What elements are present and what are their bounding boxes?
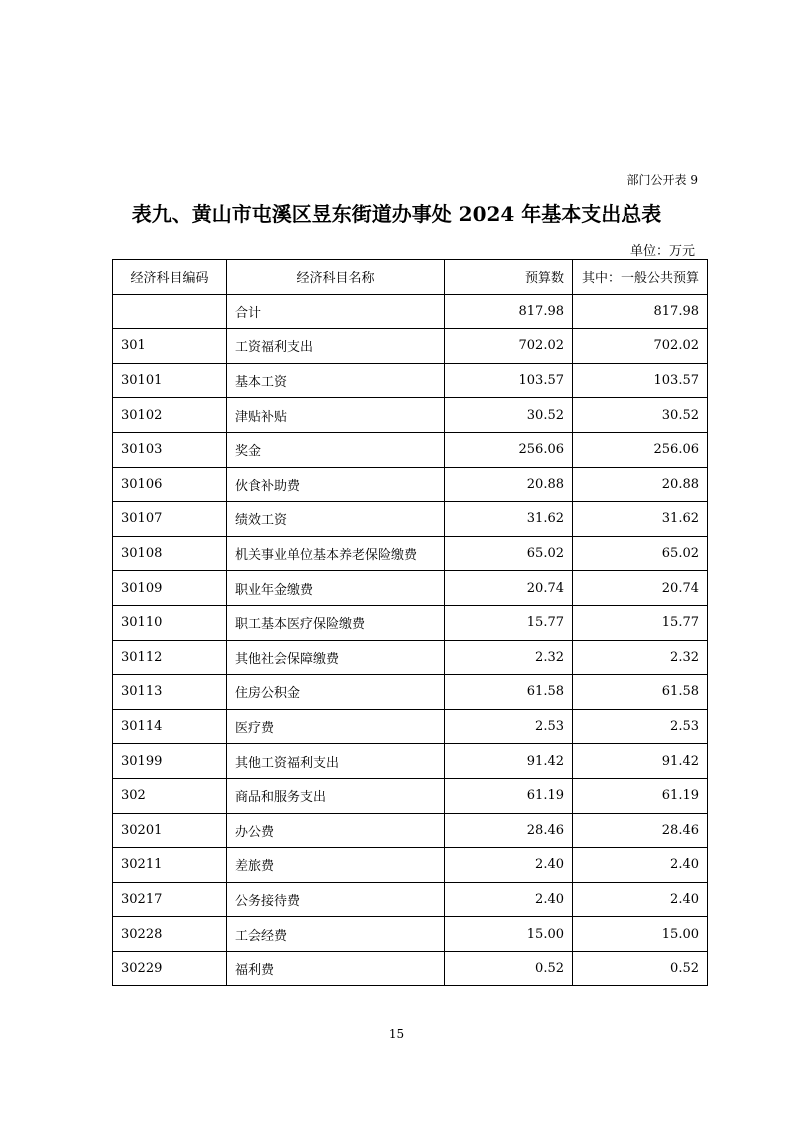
page-title: 表九、黄山市屯溪区昱东街道办事处 2024 年基本支出总表	[131, 202, 662, 226]
unit-label: 单位：万元	[629, 244, 695, 259]
general-budget-cell: 2.32	[573, 640, 708, 675]
general-budget-cell: 2.53	[573, 709, 708, 744]
code-cell: 30112	[113, 640, 227, 675]
name-cell: 其他工资福利支出	[227, 744, 445, 779]
code-cell: 302	[113, 778, 227, 813]
budget-cell: 103.57	[445, 363, 573, 398]
general-budget-cell: 2.40	[573, 848, 708, 883]
budget-cell: 91.42	[445, 744, 573, 779]
budget-cell: 2.40	[445, 848, 573, 883]
budget-cell: 0.52	[445, 951, 573, 986]
code-cell: 30108	[113, 536, 227, 571]
code-cell: 30199	[113, 744, 227, 779]
column-header-budget: 预算数	[445, 260, 573, 295]
name-cell: 伙食补助费	[227, 467, 445, 502]
budget-cell: 15.77	[445, 605, 573, 640]
table-row	[113, 778, 708, 813]
name-cell: 基本工资	[227, 363, 445, 398]
name-cell: 商品和服务支出	[227, 778, 445, 813]
name-cell: 公务接待费	[227, 882, 445, 917]
general-budget-cell: 65.02	[573, 536, 708, 571]
general-budget-cell: 20.88	[573, 467, 708, 502]
budget-cell: 61.58	[445, 675, 573, 710]
table-row	[113, 709, 708, 744]
general-budget-cell: 30.52	[573, 398, 708, 433]
budget-cell: 817.98	[445, 294, 573, 329]
name-cell: 办公费	[227, 813, 445, 848]
table-row	[113, 917, 708, 952]
code-cell: 30110	[113, 605, 227, 640]
budget-table	[112, 259, 708, 986]
general-budget-cell: 702.02	[573, 329, 708, 364]
name-cell: 机关事业单位基本养老保险缴费	[227, 536, 445, 571]
budget-cell: 20.88	[445, 467, 573, 502]
general-budget-cell: 256.06	[573, 432, 708, 467]
name-cell: 职工基本医疗保险缴费	[227, 605, 445, 640]
general-budget-cell: 61.19	[573, 778, 708, 813]
table-row	[113, 848, 708, 883]
general-budget-cell: 31.62	[573, 502, 708, 537]
code-cell: 301	[113, 329, 227, 364]
code-cell: 30229	[113, 951, 227, 986]
general-budget-cell: 15.77	[573, 605, 708, 640]
general-budget-cell: 20.74	[573, 571, 708, 606]
code-cell: 30217	[113, 882, 227, 917]
budget-cell: 2.32	[445, 640, 573, 675]
code-cell: 30201	[113, 813, 227, 848]
code-cell: 30107	[113, 502, 227, 537]
code-cell	[113, 294, 227, 329]
column-header-general: 其中：一般公共预算	[573, 260, 708, 295]
column-header-code: 经济科目编码	[113, 260, 227, 295]
dept-label: 部门公开表 9	[626, 173, 698, 187]
code-cell: 30211	[113, 848, 227, 883]
name-cell: 医疗费	[227, 709, 445, 744]
budget-cell: 61.19	[445, 778, 573, 813]
page-number: 15	[388, 1027, 405, 1041]
budget-cell: 28.46	[445, 813, 573, 848]
general-budget-cell: 0.52	[573, 951, 708, 986]
code-cell: 30113	[113, 675, 227, 710]
general-budget-cell: 817.98	[573, 294, 708, 329]
general-budget-cell: 91.42	[573, 744, 708, 779]
table-row	[113, 882, 708, 917]
name-cell: 津贴补贴	[227, 398, 445, 433]
table-row	[113, 675, 708, 710]
table-row	[113, 294, 708, 329]
name-cell: 其他社会保障缴费	[227, 640, 445, 675]
table-row	[113, 502, 708, 537]
code-cell: 30103	[113, 432, 227, 467]
table-header-row	[113, 260, 708, 295]
general-budget-cell: 15.00	[573, 917, 708, 952]
table-row	[113, 951, 708, 986]
table-row	[113, 329, 708, 364]
general-budget-cell: 28.46	[573, 813, 708, 848]
general-budget-cell: 2.40	[573, 882, 708, 917]
budget-cell: 20.74	[445, 571, 573, 606]
general-budget-cell: 61.58	[573, 675, 708, 710]
code-cell: 30228	[113, 917, 227, 952]
table-row	[113, 467, 708, 502]
table-row	[113, 605, 708, 640]
table-row	[113, 640, 708, 675]
table-row	[113, 744, 708, 779]
budget-cell: 256.06	[445, 432, 573, 467]
table-row	[113, 536, 708, 571]
code-cell: 30101	[113, 363, 227, 398]
budget-cell: 15.00	[445, 917, 573, 952]
name-cell: 住房公积金	[227, 675, 445, 710]
table-body	[113, 294, 708, 986]
name-cell: 工会经费	[227, 917, 445, 952]
code-cell: 30106	[113, 467, 227, 502]
table-row	[113, 363, 708, 398]
budget-cell: 702.02	[445, 329, 573, 364]
name-cell: 绩效工资	[227, 502, 445, 537]
column-header-name: 经济科目名称	[227, 260, 445, 295]
name-cell: 差旅费	[227, 848, 445, 883]
name-cell: 奖金	[227, 432, 445, 467]
name-cell: 福利费	[227, 951, 445, 986]
budget-cell: 2.53	[445, 709, 573, 744]
table-row	[113, 398, 708, 433]
budget-cell: 2.40	[445, 882, 573, 917]
name-cell: 职业年金缴费	[227, 571, 445, 606]
name-cell: 合计	[227, 294, 445, 329]
budget-cell: 65.02	[445, 536, 573, 571]
table-row	[113, 571, 708, 606]
code-cell: 30109	[113, 571, 227, 606]
general-budget-cell: 103.57	[573, 363, 708, 398]
budget-cell: 31.62	[445, 502, 573, 537]
code-cell: 30114	[113, 709, 227, 744]
code-cell: 30102	[113, 398, 227, 433]
table-row	[113, 813, 708, 848]
name-cell: 工资福利支出	[227, 329, 445, 364]
budget-cell: 30.52	[445, 398, 573, 433]
table-row	[113, 432, 708, 467]
